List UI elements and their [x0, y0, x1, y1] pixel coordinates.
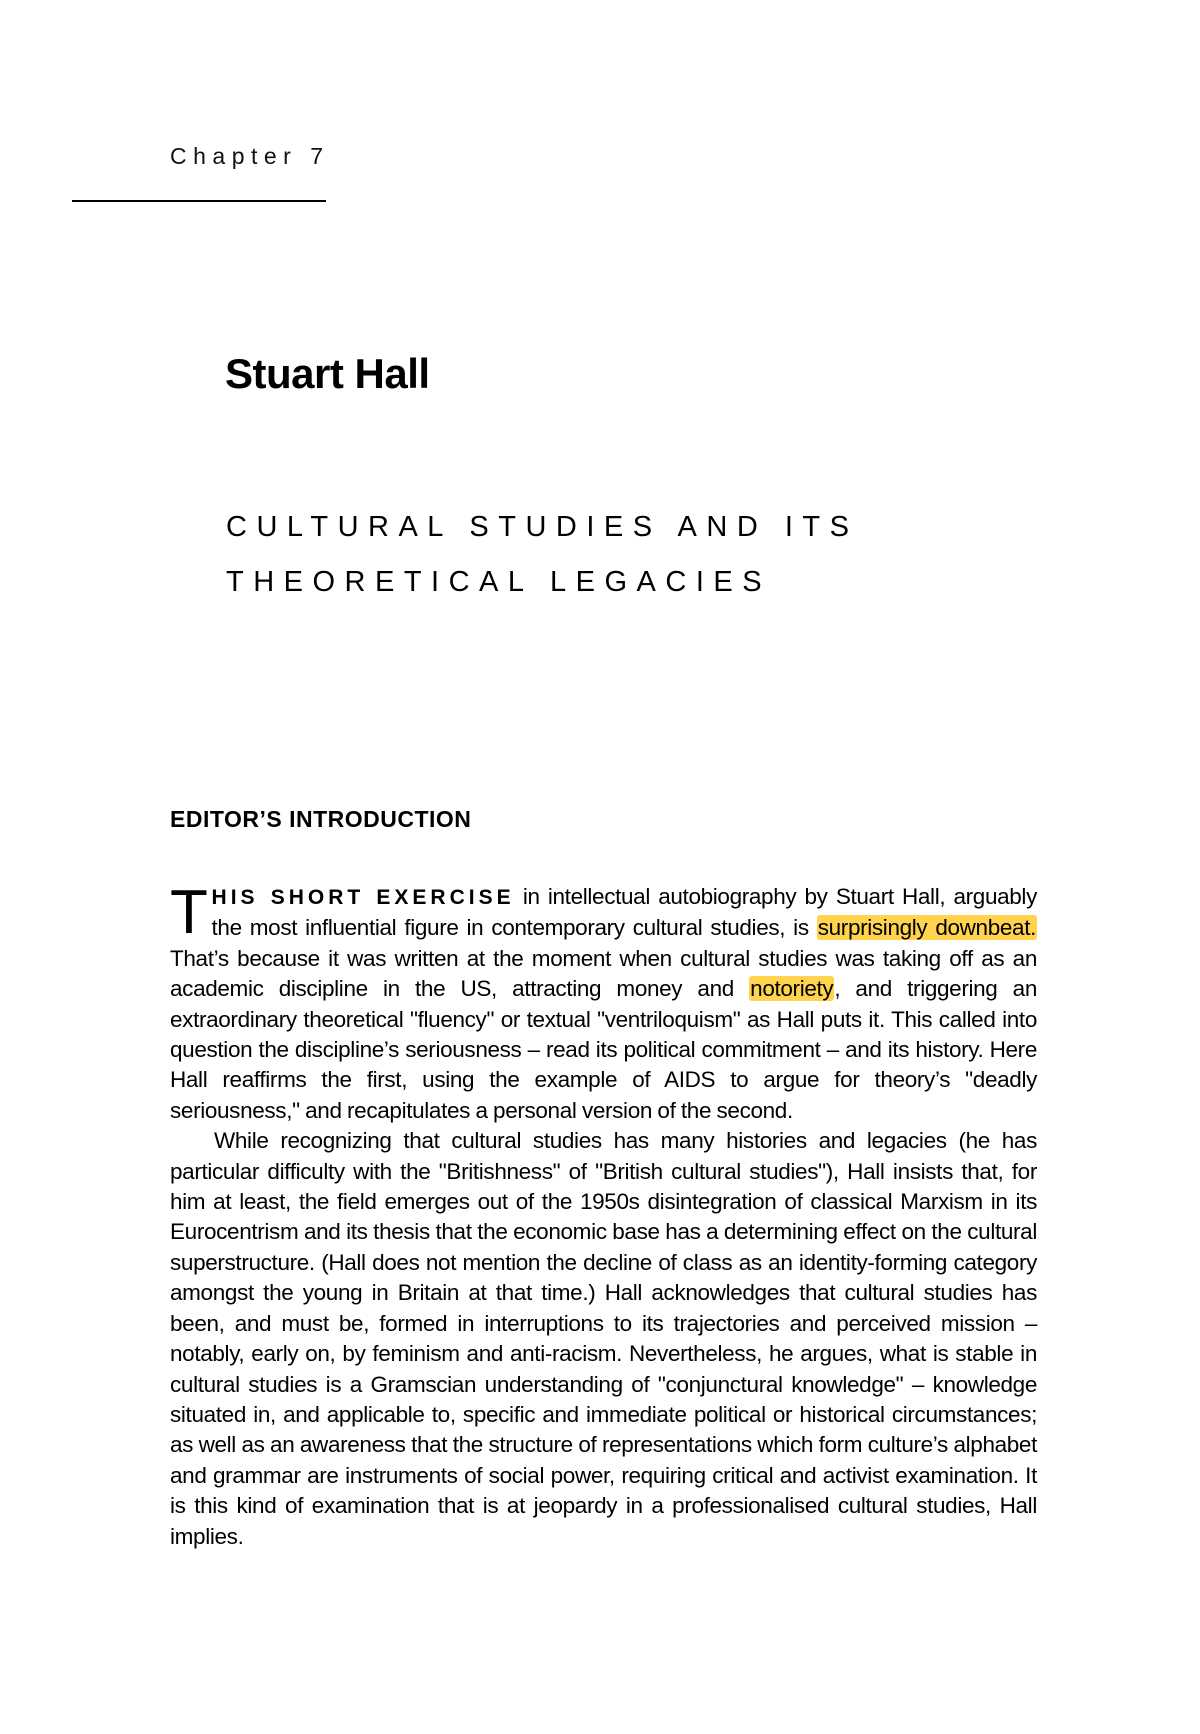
paragraph-1-text-b: That’s because it was written at the moment when cultural studies was taking off as an academic discipline in the US, attracting money and [170, 945, 1037, 1002]
chapter-label: Chapter 7 [170, 143, 330, 169]
highlight-notoriety[interactable]: notoriety [750, 976, 834, 1002]
highlight-surprisingly-downbeat[interactable]: surprisingly downbeat. [817, 915, 1037, 941]
chapter-divider [72, 200, 326, 202]
chapter-title-line-2: THEORETICAL LEGACIES [226, 566, 772, 598]
chapter-title-line-1: CULTURAL STUDIES AND ITS [226, 511, 859, 543]
body-text [170, 878, 1037, 1552]
section-heading: EDITOR’S INTRODUCTION [170, 806, 472, 832]
paragraph-1 [170, 878, 1037, 1126]
drop-cap: T [170, 878, 208, 947]
chapter-title [226, 500, 858, 610]
lead-in: HIS SHORT EXERCISE [211, 886, 515, 909]
paragraph-2: While recognizing that cultural studies has many histories and legacies (he has particular difficulty with the "Britishness" of "British cultural studies"), Hall insists that, for him at least, the field emerges out of the 1950s disintegration of classical Marxism in its Eurocentrism and its thesis that the economic base has a determining effect on the cultural superstructure. (Hall does not mention the decline of class as an identity-forming category amongst the young in Britain at that time.) Hall acknowledges that cultural studies has been, and must be, formed in interruptions to its trajectories and perceived mission – notably, early on, by feminism and anti-racism. Nevertheless, he argues, what is stable in cultural studies is a Gramscian understanding of "conjunctural knowledge" – knowledge situated in, and applicable to, specific and immediate political or historical circumstances; as well as an awareness that the structure of representations which form culture’s alphabet and grammar are instruments of social power, requiring critical and activist examination. It is this kind of examination that is at jeopardy in a professionalised cultural studies, Hall implies. [170, 1128, 1037, 1549]
paragraph-1-text-a: in intellectual autobiography by Stuart Hall, arguably the most influential figure in contemporary cultural studies, is [211, 884, 1037, 941]
author-name: Stuart Hall [225, 350, 430, 397]
paragraph-1-text-c: , and triggering an extraordinary theoretical "fluency" or textual "ventriloquism" as Hall puts it. This called into question the discipline’s seriousness – read its political commitment – and its history. Here Hall reaffirms the first, using the example of AIDS to argue for theory’s "deadly seriousness," and recapitulates a personal version of the second. [170, 976, 1037, 1123]
